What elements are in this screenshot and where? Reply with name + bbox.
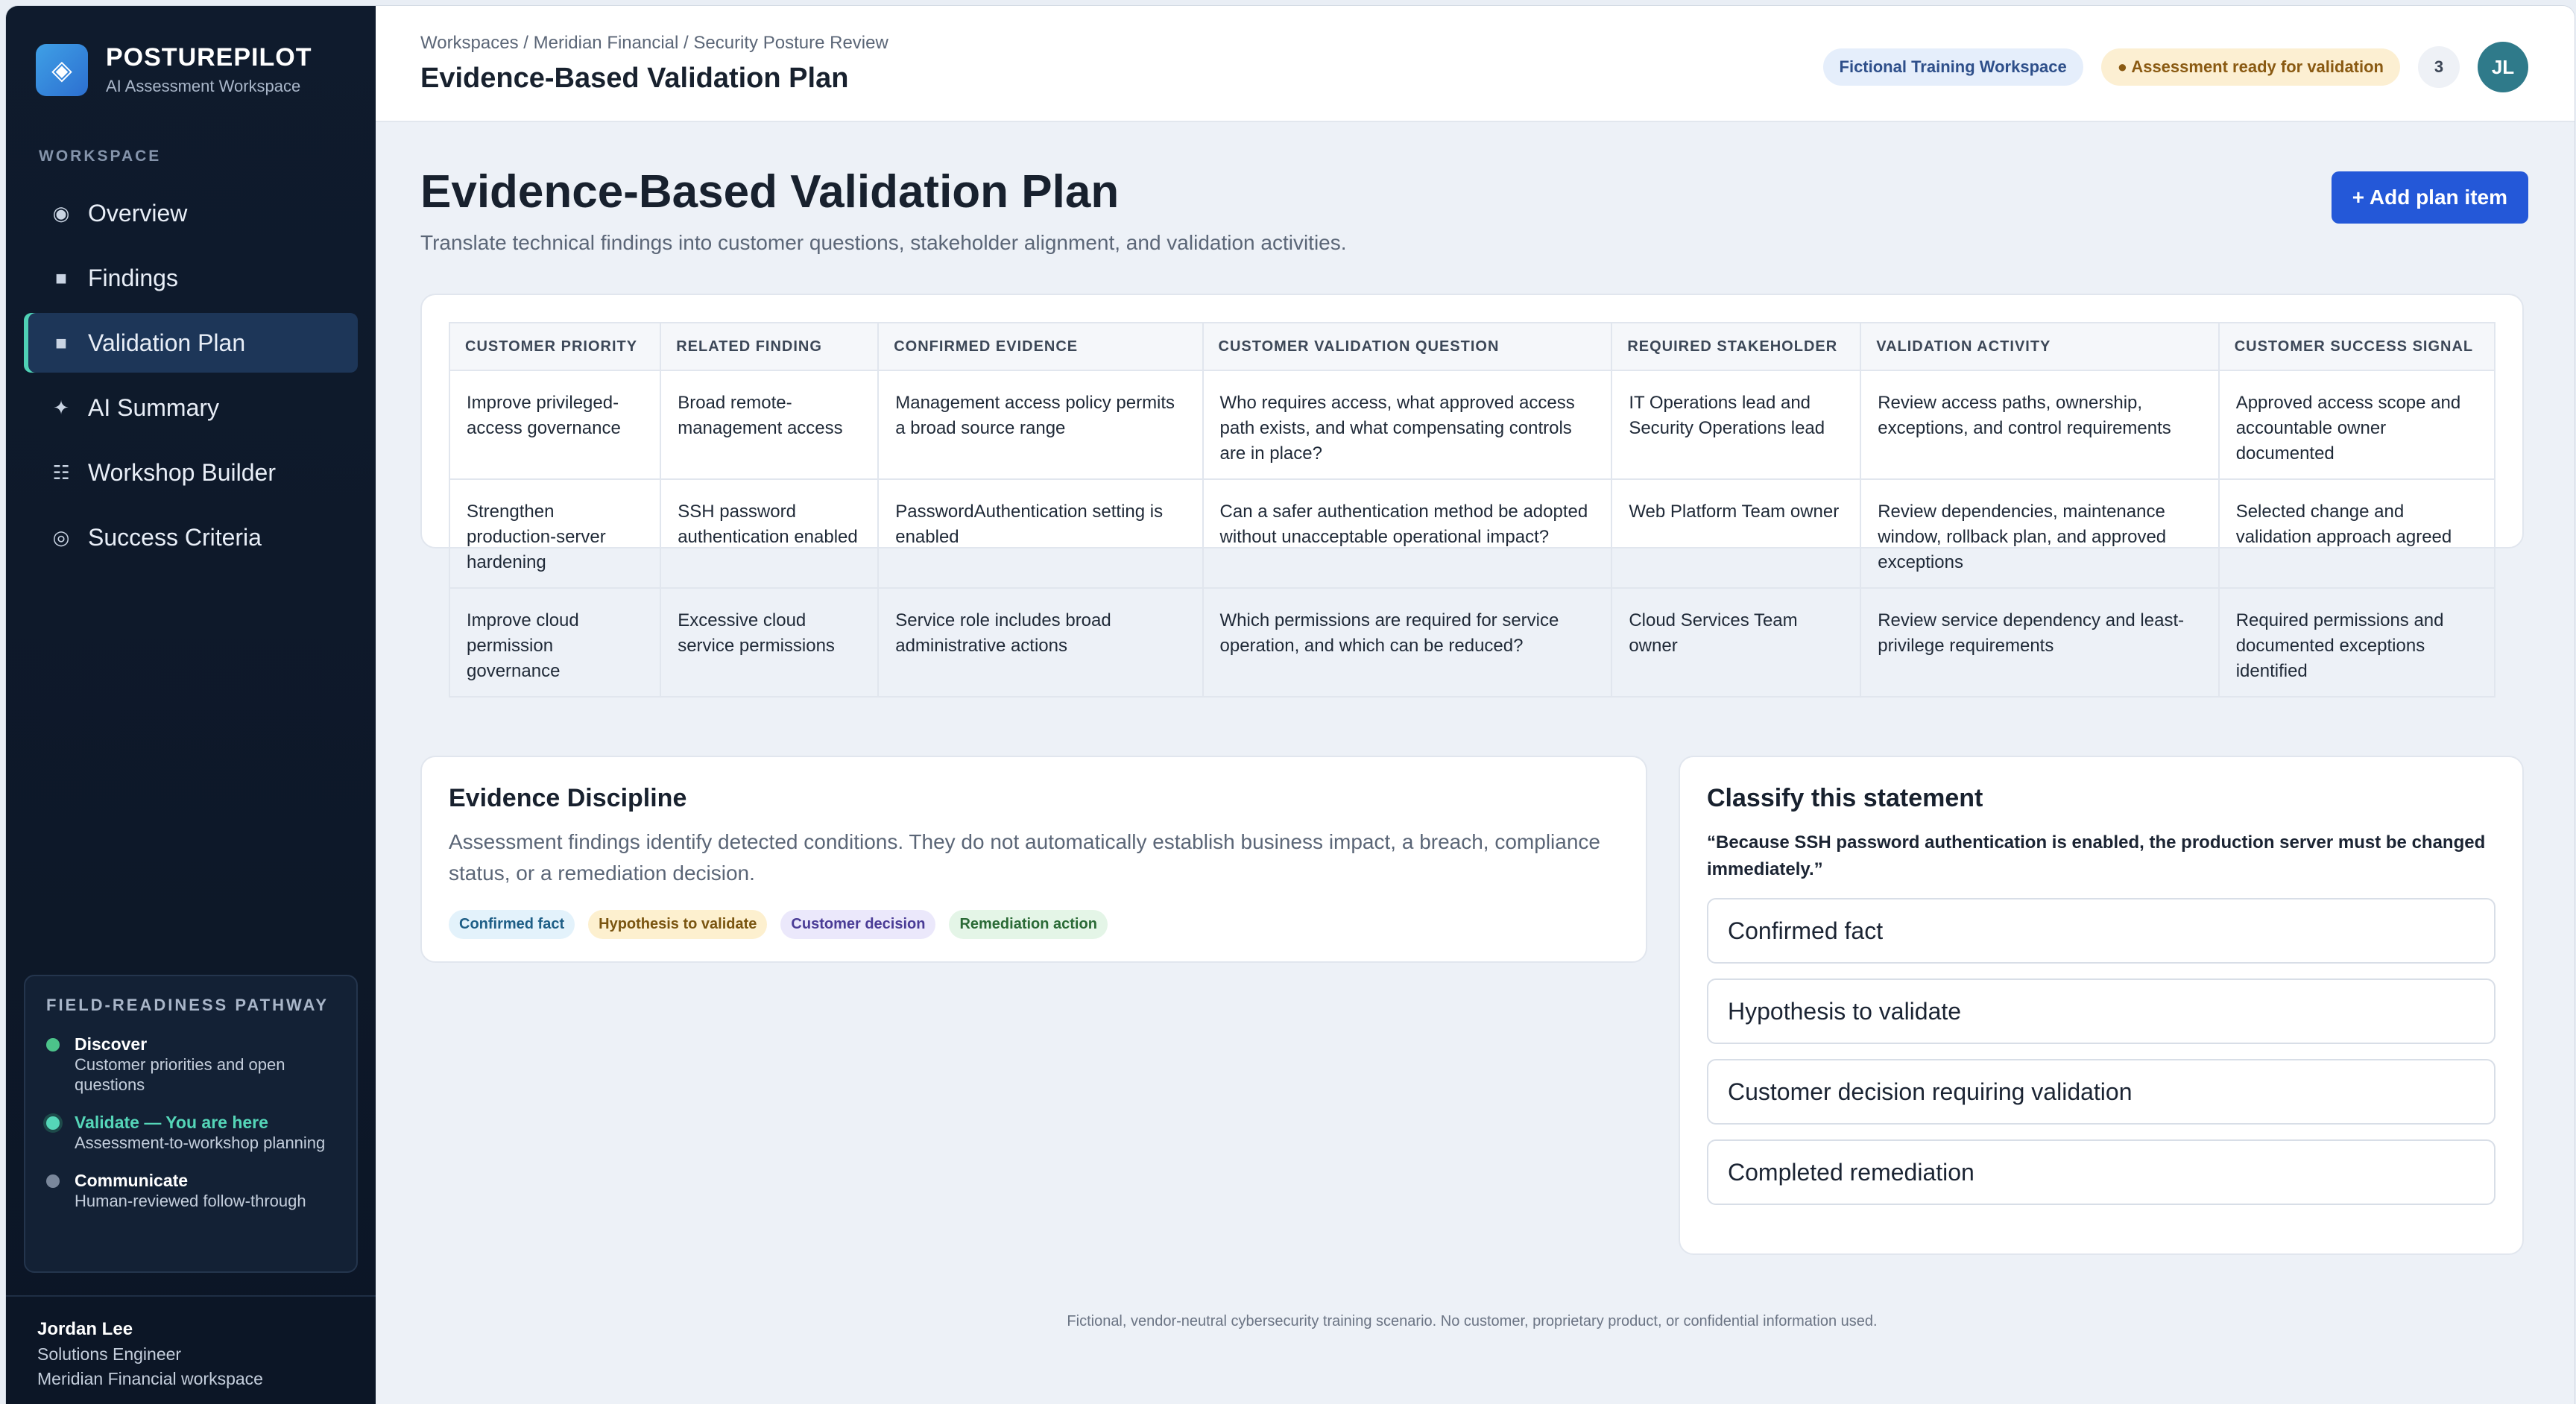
diamond-icon: ◈	[36, 44, 88, 96]
workspace-badge: Fictional Training Workspace	[1823, 48, 2083, 86]
step-desc: Human-reviewed follow-through	[75, 1192, 306, 1210]
table-cell: Strengthen production-server hardening	[449, 479, 660, 588]
target-icon: ◎	[52, 525, 70, 548]
brand-subtitle: AI Assessment Workspace	[106, 77, 301, 95]
column-header[interactable]: CUSTOMER PRIORITY	[449, 323, 660, 370]
validation-plan-table	[449, 322, 2496, 698]
evidence-tags	[449, 910, 1619, 939]
footer-disclaimer: Fictional, vendor-neutral cybersecurity training scenario. No customer, proprietary product, or confidential information used.	[1067, 1313, 1878, 1329]
option-customer-decision[interactable]: Customer decision requiring validation	[1707, 1059, 2496, 1125]
add-plan-item-button[interactable]: + Add plan item	[2332, 171, 2528, 224]
status-badge: ● Assessment ready for validation	[2101, 48, 2400, 86]
table-cell: Selected change and validation approach agreed	[2219, 479, 2495, 588]
column-header[interactable]: RELATED FINDING	[660, 323, 878, 370]
user-profile[interactable]	[6, 1295, 376, 1404]
column-header[interactable]: CONFIRMED EVIDENCE	[878, 323, 1202, 370]
topbar	[376, 6, 2575, 122]
column-header[interactable]: CUSTOMER SUCCESS SIGNAL	[2219, 323, 2495, 370]
page-subtitle: Translate technical findings into customer questions, stakeholder alignment, and validation activities.	[420, 231, 1347, 254]
table-cell: Excessive cloud service permissions	[660, 588, 878, 697]
app-window	[6, 6, 2575, 1404]
table-cell: Can a safer authentication method be adopted without unacceptable operational impact?	[1203, 479, 1612, 588]
grid-list-icon: ☷	[52, 461, 70, 484]
table-cell: Improve cloud permission governance	[449, 588, 660, 697]
user-role: Solutions Engineer	[37, 1344, 182, 1364]
validation-plan-table-card	[420, 294, 2524, 681]
tag-customer-decision: Customer decision	[780, 910, 935, 939]
classify-statement-card	[1679, 756, 2524, 1255]
table-cell: Who requires access, what approved access path exists, and what compensating controls are in place?	[1203, 370, 1612, 479]
sidebar-item-success-criteria[interactable]	[24, 507, 358, 567]
step-name: Communicate	[75, 1171, 189, 1190]
column-header[interactable]: CUSTOMER VALIDATION QUESTION	[1203, 323, 1612, 370]
table-cell: Improve privileged-access governance	[449, 370, 660, 479]
tag-confirmed-fact: Confirmed fact	[449, 910, 575, 939]
status-dot-icon	[46, 1174, 60, 1188]
step-name: Discover	[75, 1034, 148, 1054]
table-cell: Service role includes broad administrative actions	[878, 588, 1202, 697]
pathway-step-communicate	[46, 1171, 335, 1211]
table-cell: Review dependencies, maintenance window, rollback plan, and approved exceptions	[1860, 479, 2218, 588]
sidebar-nav	[24, 183, 358, 572]
column-header[interactable]: REQUIRED STAKEHOLDER	[1611, 323, 1860, 370]
pathway-step-discover	[46, 1034, 335, 1095]
pathway-step-validate	[46, 1113, 335, 1153]
evidence-discipline-card	[420, 756, 1647, 963]
status-dot-icon	[46, 1038, 60, 1052]
brand-name: POSTUREPILOT	[106, 43, 312, 72]
table-cell: Cloud Services Team owner	[1611, 588, 1860, 697]
classify-statement: “Because SSH password authentication is enabled, the production server must be changed immediately.”	[1707, 832, 2486, 879]
topbar-title: Evidence-Based Validation Plan	[420, 63, 849, 94]
step-name: Validate — You are here	[75, 1113, 268, 1132]
pathway-title: FIELD-READINESS PATHWAY	[46, 996, 329, 1014]
square-icon: ■	[55, 331, 67, 354]
brand[interactable]	[36, 43, 312, 96]
step-desc: Customer priorities and open questions	[75, 1055, 285, 1094]
table-cell: Which permissions are required for service operation, and which can be reduced?	[1203, 588, 1612, 697]
table-row[interactable]	[449, 588, 2495, 697]
sidebar-item-validation-plan[interactable]	[24, 313, 358, 373]
radio-dot-icon: ◉	[52, 201, 70, 224]
sidebar-item-label: Validation Plan	[88, 329, 246, 356]
user-workspace: Meridian Financial workspace	[37, 1369, 263, 1388]
card-title: Evidence Discipline	[449, 784, 687, 812]
column-header[interactable]: VALIDATION ACTIVITY	[1860, 323, 2218, 370]
table-row[interactable]	[449, 479, 2495, 588]
step-desc: Assessment-to-workshop planning	[75, 1133, 326, 1152]
tag-remediation-action: Remediation action	[949, 910, 1107, 939]
card-title: Classify this statement	[1707, 784, 1983, 812]
avatar[interactable]: JL	[2478, 42, 2528, 92]
evidence-description: Assessment findings identify detected conditions. They do not automatically establish business impact, a breach, compliance status, or a remediation decision.	[449, 830, 1600, 885]
sidebar-item-label: Findings	[88, 264, 178, 291]
table-cell: PasswordAuthentication setting is enabled	[878, 479, 1202, 588]
page-title: Evidence-Based Validation Plan	[420, 166, 1120, 218]
table-cell: Review service dependency and least-privilege requirements	[1860, 588, 2218, 697]
option-completed-remediation[interactable]: Completed remediation	[1707, 1139, 2496, 1205]
sidebar-item-label: Overview	[88, 199, 188, 227]
table-header-row	[449, 323, 2495, 370]
table-cell: Broad remote-management access	[660, 370, 878, 479]
sidebar-item-label: Success Criteria	[88, 523, 262, 551]
table-cell: IT Operations lead and Security Operations lead	[1611, 370, 1860, 479]
breadcrumb[interactable]: Workspaces / Meridian Financial / Security Posture Review	[420, 33, 888, 53]
table-cell: Management access policy permits a broad source range	[878, 370, 1202, 479]
sidebar-item-workshop-builder[interactable]	[24, 443, 358, 502]
sidebar	[6, 6, 376, 1404]
main-content	[376, 122, 2575, 1404]
table-cell: Review access paths, ownership, exceptions, and control requirements	[1860, 370, 2218, 479]
notification-count-button[interactable]: 3	[2418, 46, 2460, 88]
table-cell: Required permissions and documented exceptions identified	[2219, 588, 2495, 697]
table-cell: Web Platform Team owner	[1611, 479, 1860, 588]
option-hypothesis[interactable]: Hypothesis to validate	[1707, 978, 2496, 1044]
table-cell: Approved access scope and accountable owner documented	[2219, 370, 2495, 479]
sparkle-icon: ✦	[53, 396, 69, 419]
nav-heading: WORKSPACE	[39, 148, 162, 165]
user-name: Jordan Lee	[37, 1319, 133, 1339]
sidebar-item-label: Workshop Builder	[88, 458, 276, 486]
square-icon: ■	[55, 266, 67, 289]
option-confirmed-fact[interactable]: Confirmed fact	[1707, 898, 2496, 964]
table-cell: SSH password authentication enabled	[660, 479, 878, 588]
tag-hypothesis: Hypothesis to validate	[588, 910, 767, 939]
table-row[interactable]	[449, 370, 2495, 479]
field-readiness-pathway	[24, 975, 358, 1273]
sidebar-item-overview[interactable]	[24, 183, 358, 243]
status-dot-icon	[46, 1116, 60, 1130]
sidebar-item-label: AI Summary	[88, 393, 220, 421]
sidebar-item-findings[interactable]	[24, 248, 358, 308]
sidebar-item-ai-summary[interactable]	[24, 378, 358, 437]
